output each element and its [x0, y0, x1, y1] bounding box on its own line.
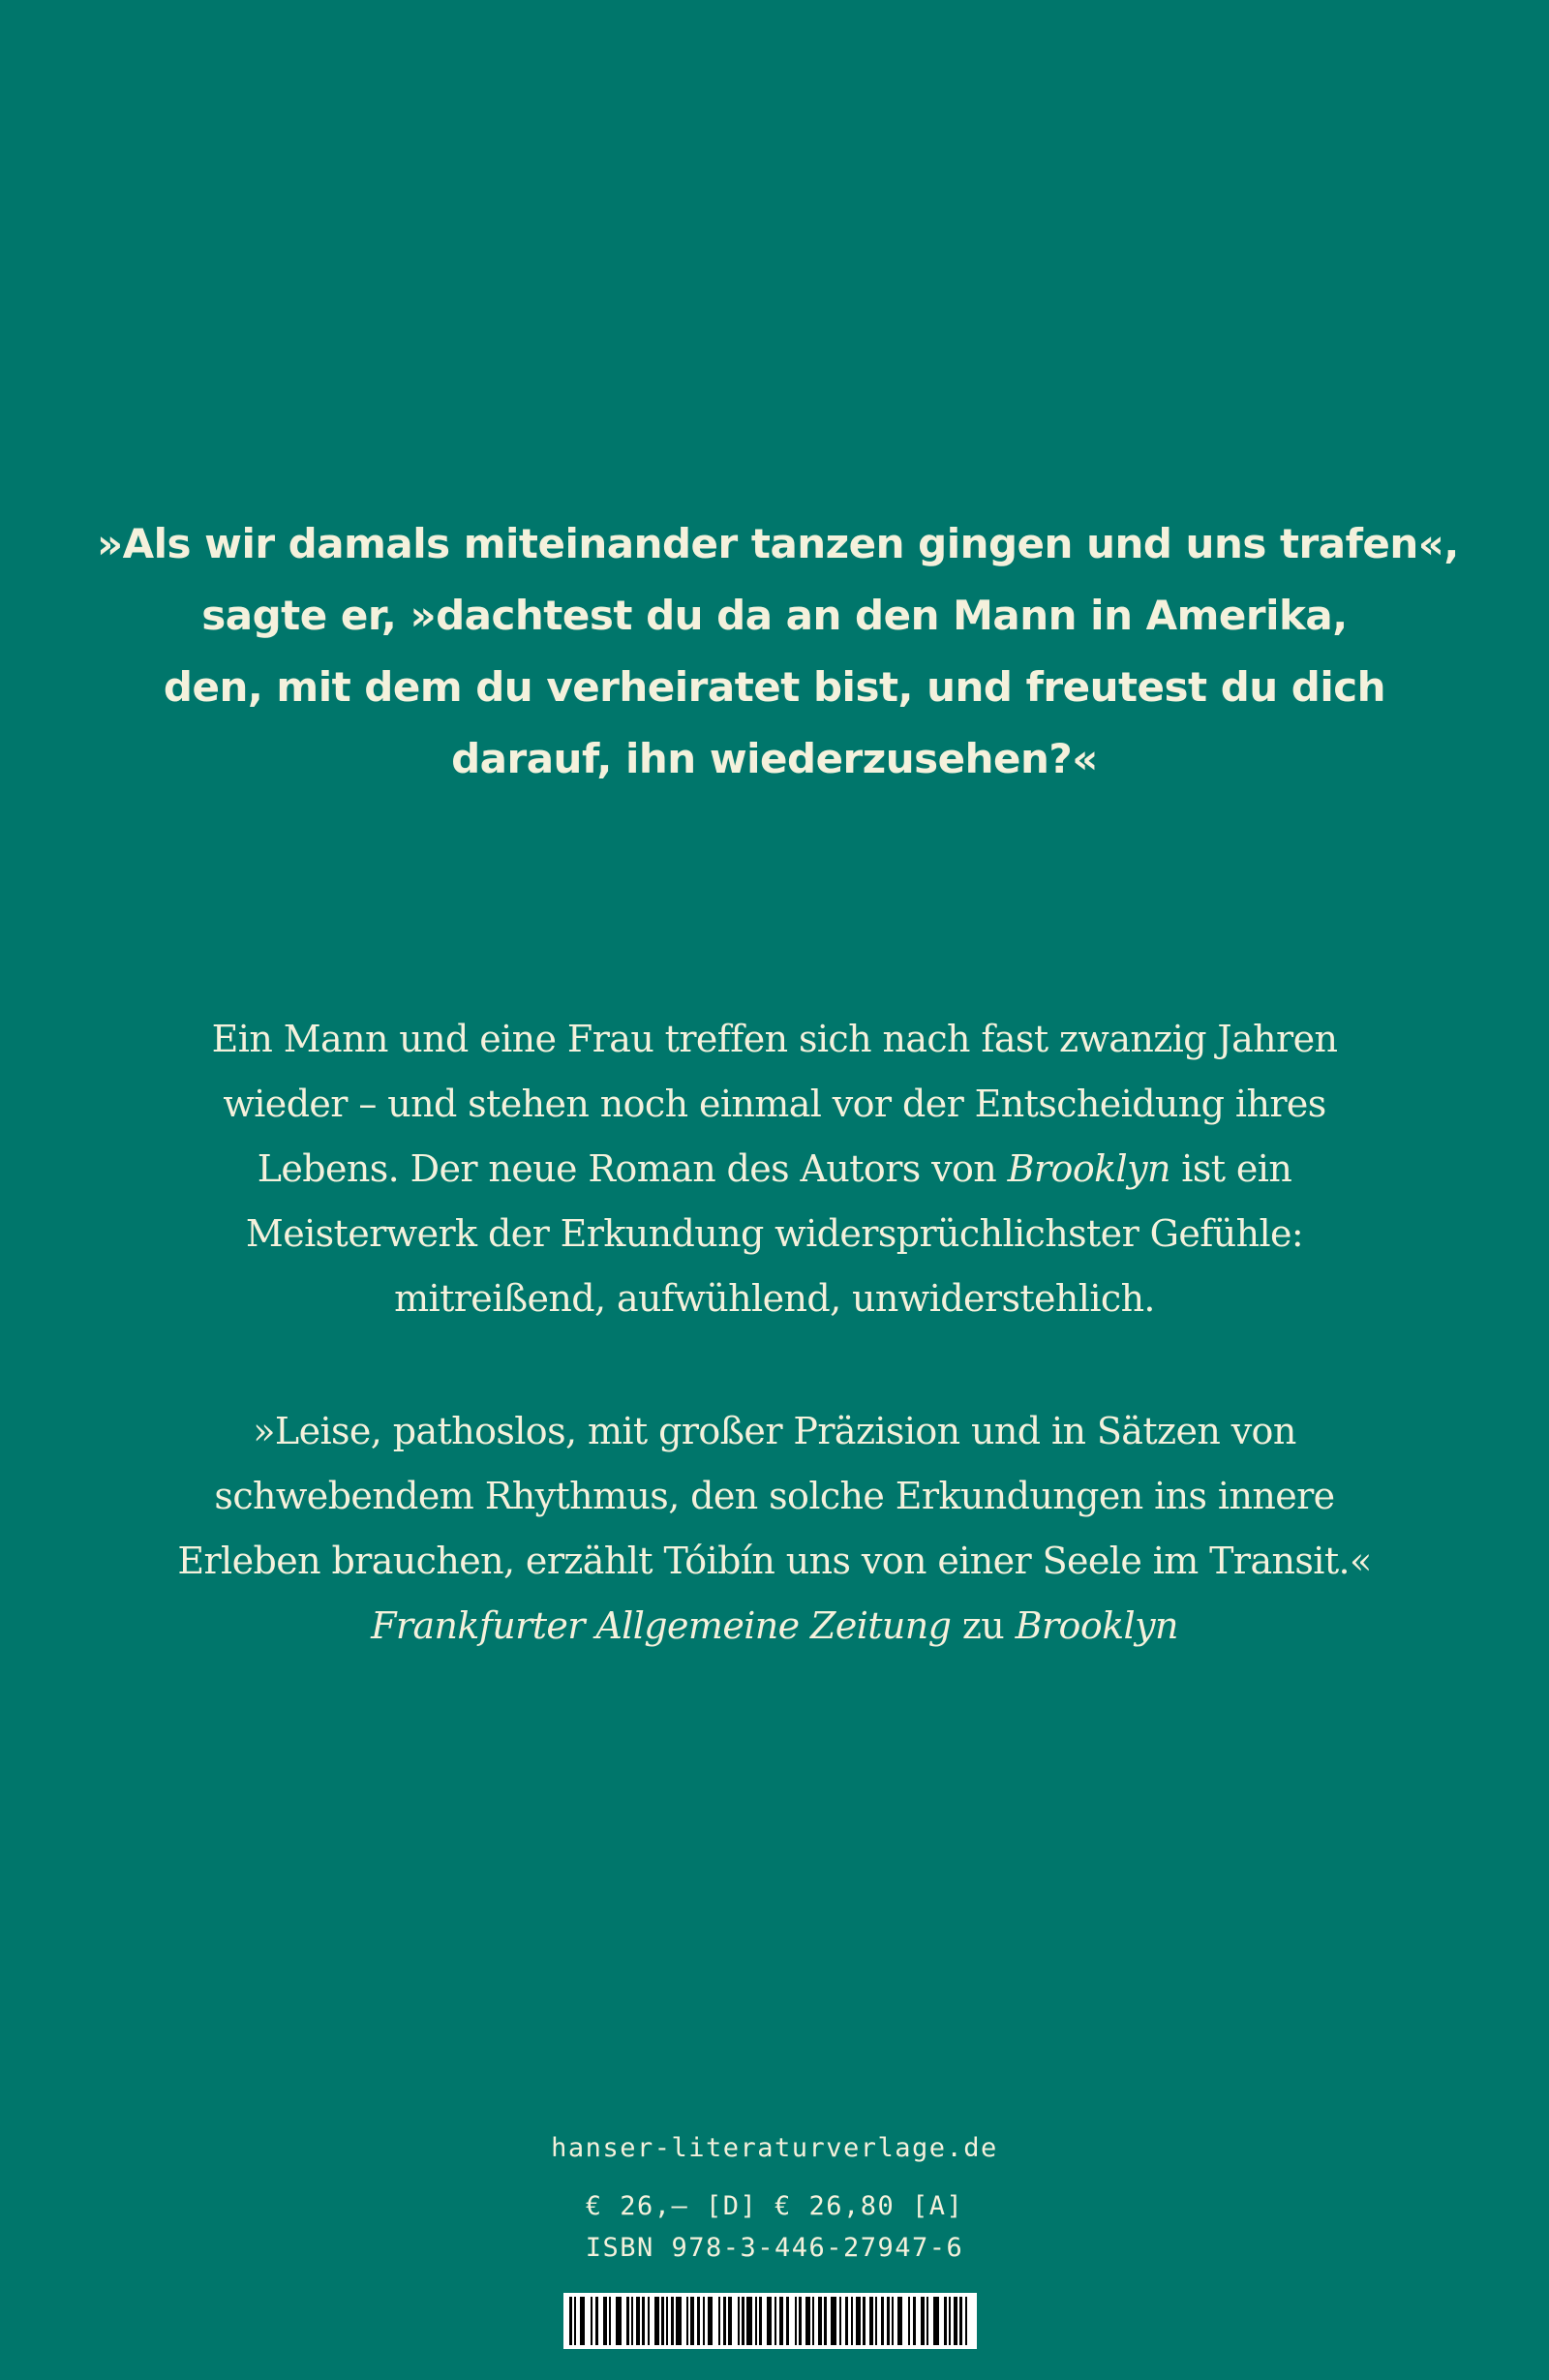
barcode-bar	[831, 2297, 836, 2345]
barcode-bar	[926, 2297, 928, 2345]
barcode-bar	[648, 2297, 650, 2345]
barcode-bar	[818, 2297, 822, 2345]
blurb-line: mitreißend, aufwühlend, unwiderstehlich.	[394, 1277, 1155, 1320]
barcode-bar	[759, 2297, 762, 2345]
isbn-label: ISBN 978-3-446-27947-6	[585, 2233, 964, 2263]
barcode-bar	[697, 2297, 700, 2345]
barcode-bar	[933, 2297, 939, 2345]
book-blurb	[97, 1007, 1452, 1331]
barcode-bar	[851, 2297, 853, 2345]
barcode-bar	[738, 2297, 740, 2345]
barcode-bar	[908, 2297, 910, 2345]
book-title-reference: Brooklyn	[1007, 1147, 1170, 1190]
blurb-line: wieder – und stehen noch einmal vor der Entscheidung ihres	[223, 1083, 1326, 1125]
publisher-website: hanser-literaturverlage.de	[551, 2133, 998, 2163]
barcode-bar	[755, 2297, 757, 2345]
barcode-bar	[795, 2297, 797, 2345]
blurb-line: Meisterwerk der Erkundung widersprüchlichster Gefühle:	[245, 1212, 1304, 1255]
barcode-bar	[609, 2297, 611, 2345]
blurb-text: ist ein	[1169, 1147, 1292, 1190]
review-line: Erleben brauchen, erzählt Tóibín uns von einer Seele im Transit.«	[177, 1540, 1372, 1582]
barcode-bar	[892, 2297, 894, 2345]
barcode-bar	[839, 2297, 841, 2345]
barcode-bar	[603, 2297, 607, 2345]
pull-quote	[97, 508, 1459, 795]
barcode	[563, 2293, 977, 2349]
barcode-bar	[574, 2297, 576, 2345]
press-review	[97, 1399, 1452, 1659]
barcode-bar	[703, 2297, 705, 2345]
review-source	[97, 1594, 1452, 1659]
barcode-bar	[805, 2297, 810, 2345]
barcode-bar	[863, 2297, 866, 2345]
barcode-bar	[786, 2297, 789, 2345]
barcode-bar	[949, 2297, 951, 2345]
barcode-bar	[779, 2297, 783, 2345]
barcode-bar	[642, 2297, 645, 2345]
review-connector: zu	[951, 1604, 1016, 1647]
barcode-bar	[869, 2297, 873, 2345]
barcode-bar	[881, 2297, 884, 2345]
price-label: € 26,– [D] € 26,80 [A]	[585, 2191, 964, 2221]
barcode-bar	[591, 2297, 592, 2345]
barcode-bar	[690, 2297, 694, 2345]
review-line: schwebendem Rhythmus, den solche Erkundungen ins innere	[214, 1475, 1335, 1517]
barcode-bar	[875, 2297, 877, 2345]
barcode-bar	[913, 2297, 916, 2345]
barcode-bar	[708, 2297, 713, 2345]
barcode-bar	[856, 2297, 861, 2345]
barcode-bar	[676, 2297, 682, 2345]
pull-quote-line: sagte er, »dachtest du da an den Mann in Amerika,	[201, 592, 1348, 639]
barcode-bar	[897, 2297, 902, 2345]
review-book-title: Brooklyn	[1015, 1604, 1178, 1647]
barcode-bar	[812, 2297, 814, 2345]
barcode-bar	[626, 2297, 629, 2345]
barcode-bar	[887, 2297, 890, 2345]
barcode-bar	[921, 2297, 925, 2345]
blurb-line	[97, 1137, 1452, 1202]
barcode-bar	[718, 2297, 720, 2345]
barcode-bar	[654, 2297, 659, 2345]
barcode-bar	[824, 2297, 827, 2345]
barcode-bar	[959, 2297, 962, 2345]
pull-quote-line: darauf, ihn wiederzusehen?«	[451, 735, 1098, 782]
barcode-bar	[845, 2297, 848, 2345]
barcode-bar	[671, 2297, 674, 2345]
barcode-bar	[742, 2297, 744, 2345]
barcode-bar	[954, 2297, 957, 2345]
blurb-text: Lebens. Der neue Roman des Autors von	[257, 1147, 1008, 1190]
barcode-bar	[767, 2297, 772, 2345]
pull-quote-line: »Als wir damals miteinander tanzen gingen und uns trafen«,	[97, 520, 1459, 567]
barcode-bar	[636, 2297, 640, 2345]
barcode-bar	[728, 2297, 732, 2345]
barcode-bar	[666, 2297, 668, 2345]
barcode-bar	[746, 2297, 752, 2345]
barcode-bar	[944, 2297, 947, 2345]
barcode-bar	[569, 2297, 572, 2345]
barcode-bar	[595, 2297, 598, 2345]
barcode-bar	[661, 2297, 664, 2345]
barcode-bar	[965, 2297, 967, 2345]
barcode-bar	[774, 2297, 776, 2345]
barcode-bar	[799, 2297, 802, 2345]
pull-quote-line: den, mit dem du verheiratet bist, und freutest du dich	[163, 663, 1386, 711]
barcode-bar	[631, 2297, 633, 2345]
blurb-line: Ein Mann und eine Frau treffen sich nach fast zwanzig Jahren	[211, 1018, 1338, 1060]
barcode-bar	[580, 2297, 585, 2345]
barcode-bar	[686, 2297, 688, 2345]
barcode-bar	[723, 2297, 726, 2345]
review-publication: Frankfurter Allgemeine Zeitung	[371, 1604, 952, 1647]
review-line: »Leise, pathoslos, mit großer Präzision und in Sätzen von	[253, 1410, 1296, 1452]
barcode-bar	[616, 2297, 622, 2345]
barcode-graphic	[563, 2293, 977, 2349]
